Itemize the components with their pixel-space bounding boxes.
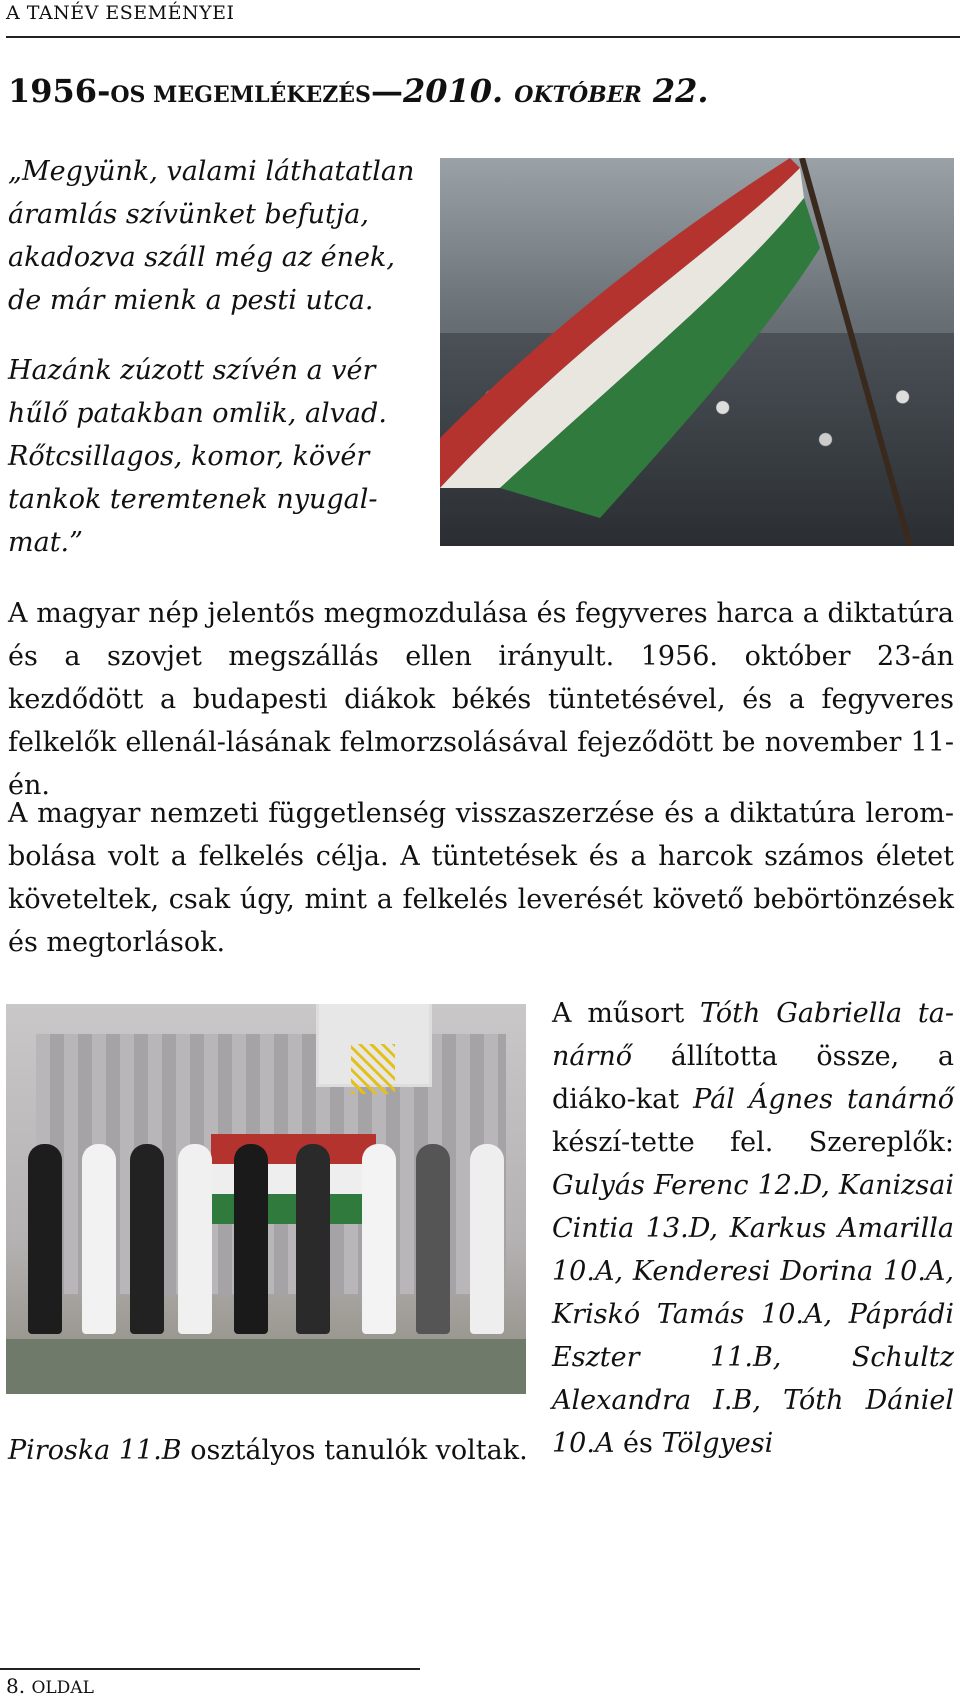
poem-line: Rőtcsillagos, komor, kövér bbox=[8, 441, 370, 472]
performer bbox=[234, 1144, 268, 1334]
credits-end-text: osztályos tanulók voltak. bbox=[181, 1435, 528, 1466]
poem-line: Hazánk zúzott szívén a vér bbox=[8, 355, 376, 386]
performer bbox=[470, 1144, 504, 1334]
running-header bbox=[6, 2, 960, 38]
performer bbox=[362, 1144, 396, 1334]
credits-t4: és bbox=[614, 1428, 662, 1459]
credits-continuation bbox=[8, 1429, 528, 1472]
title-dash: — bbox=[370, 72, 403, 110]
flag-crowd-photo bbox=[440, 158, 954, 546]
performer bbox=[416, 1144, 450, 1334]
credits-t2: állította össze, a diáko-kat bbox=[552, 1041, 954, 1115]
poem-line: „Megyünk, valami láthatatlan bbox=[8, 156, 415, 187]
basketball-net bbox=[351, 1044, 395, 1094]
poem-line: áramlás szívünket befutja, bbox=[8, 199, 369, 230]
ceremony-stage-photo bbox=[6, 1004, 526, 1394]
poem-line: mat.” bbox=[8, 527, 83, 558]
credits-t3: készí-tette fel. Szereplők: bbox=[552, 1127, 954, 1158]
credits-t1: A műsort bbox=[552, 998, 701, 1029]
footer-rule bbox=[0, 1668, 420, 1670]
poem-line: tankok teremtenek nyugal- bbox=[8, 484, 378, 515]
performer bbox=[296, 1144, 330, 1334]
title-caps: OS MEGEMLÉKEZÉS bbox=[110, 82, 371, 108]
credits-end-name: Piroska 11.B bbox=[8, 1435, 182, 1466]
header-initial: A bbox=[6, 2, 21, 24]
title-day: 22. bbox=[652, 72, 709, 110]
performer bbox=[82, 1144, 116, 1334]
paragraph-history: A magyar nép jelentős megmozdulása és fegyveres harca a diktatúra és a szovjet megszállás ellen irányult. 1956. október 23-án kezdődött a budapesti diákok békés tüntetésével, és a fegyveres felkelők ellenál-lásának felmorzsolásával fejeződött be november 11-én. bbox=[8, 598, 954, 801]
credits-teacher-2: Pál Ágnes tanárnő bbox=[693, 1084, 954, 1115]
performer bbox=[178, 1144, 212, 1334]
performer bbox=[130, 1144, 164, 1334]
performer bbox=[28, 1144, 62, 1334]
credits-teacher-1: Tóth Gabriella ta-nárnő bbox=[552, 998, 954, 1072]
header-text: TANÉV ESEMÉNYEI bbox=[26, 2, 235, 24]
poem-stanza-1 bbox=[8, 150, 428, 322]
page-footer bbox=[6, 1674, 94, 1698]
poem-line: hűlő patakban omlik, alvad. bbox=[8, 398, 387, 429]
poem-quote bbox=[8, 150, 428, 591]
paragraph-goal: A magyar nemzeti függetlenség visszaszerzése és a diktatúra lerom-bolása volt a felkelés célja. A tüntetések és a harcok számos életet követeltek, csak úgy, mint a felkelés leverését követő bebörtönzések és megtorlások. bbox=[8, 798, 954, 958]
page-label: OLDAL bbox=[31, 1678, 94, 1698]
credits-performers: Gulyás Ferenc 12.D, Kanizsai Cintia 13.D, Karkus Amarilla 10.A, Kenderesi Dorina 10.A, Kriskó Tamás 10.A, Páprádi Eszter 11.B, Schultz Alexandra I.B, Tóth Dániel 10.A bbox=[552, 1170, 954, 1459]
page-number: 8. bbox=[6, 1674, 26, 1698]
credits-text bbox=[552, 992, 954, 1465]
audience-row bbox=[6, 1339, 526, 1394]
credits-last-name: Tölgyesi bbox=[661, 1428, 774, 1459]
title-year: 1956- bbox=[8, 72, 111, 110]
title-month: OKTÓBER bbox=[514, 82, 642, 108]
article-title bbox=[8, 72, 709, 110]
poem-line: akadozva száll még az ének, bbox=[8, 242, 395, 273]
hungarian-flag-graphic bbox=[440, 158, 954, 546]
poem-stanza-2 bbox=[8, 349, 428, 564]
poem-line: de már mienk a pesti utca. bbox=[8, 285, 374, 316]
title-date: 2010. bbox=[402, 72, 504, 110]
